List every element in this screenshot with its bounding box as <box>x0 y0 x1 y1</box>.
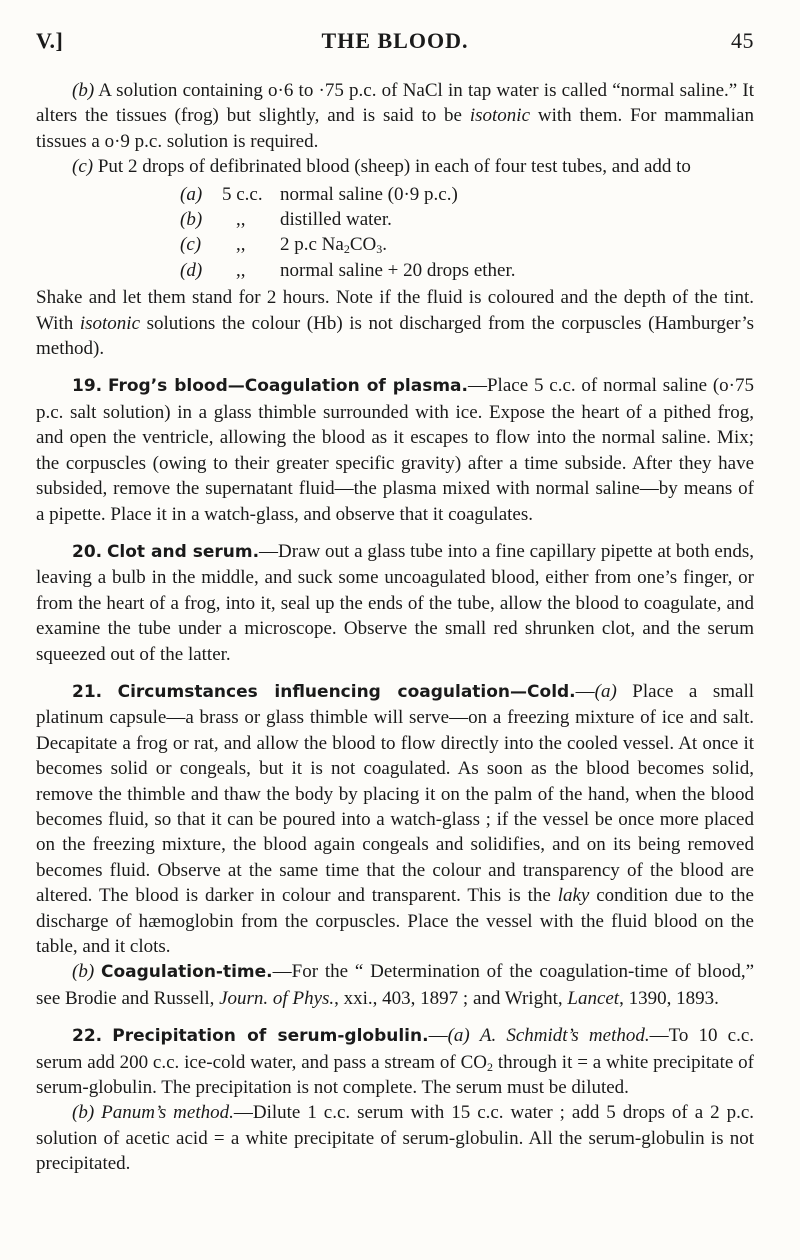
paragraph-normal-saline: (b) A solution containing o·6 to ·75 p.c. of NaCl in tap water is called “normal saline.” It alters the tissues (frog) but slightly, and is said to be isotonic with them. For mammalian tissues a o·9 p.c. solution is required. <box>36 80 754 152</box>
list-item: (b) ,, distilled water. <box>180 209 392 231</box>
chapter-label: V.] <box>36 28 64 53</box>
item-label: (b) <box>72 80 95 101</box>
running-header <box>36 28 754 62</box>
section-heading: Clot and serum. <box>106 541 260 562</box>
list-item: (a) 5 c.c. normal saline (0·9 p.c.) <box>180 183 458 205</box>
section-22: 22. Precipitation of serum-globulin.—(a) A. Schmidt’s method.—To 10 c.c. serum add 200 c.c. ice-cold water, and pass a stream of $CO_2$ through it = a white precipitate of serum-globulin. The precipitation is not complete. The serum must be diluted. <box>36 1025 755 1099</box>
paragraph-shake: Shake and let them stand for 2 hours. Note if the fluid is coloured and the depth of the tint. With isotonic solutions the colour (Hb) is not discharged from the corpuscles (Hamburger’s method). <box>36 287 754 360</box>
emphasis-laky: laky <box>557 885 590 907</box>
item-label: (c) <box>72 156 94 178</box>
page-body <box>36 78 754 1177</box>
section-20: 20. Clot and serum.—Draw out a glass tube into a fine capillary pipette at both ends, leaving a bulb in the middle, and suck some uncoagulated blood, either from one’s finger, or from the heart of a frog, into it, seal up the ends of the tube, allow the blood to coagulate, and examine the tube under a microscope. Observe the small red shrunken clot, and the serum squeezed out of the latter. <box>36 540 755 665</box>
paragraph-test-tubes: (c) Put 2 drops of defibrinated blood (sheep) in each of four test tubes, and add to <box>72 156 691 178</box>
running-title: THE BLOOD. <box>321 28 469 53</box>
emphasis-isotonic: isotonic <box>79 312 141 334</box>
section-19: 19. Frog’s blood—Coagulation of plasma.—Place 5 c.c. of normal saline (o·75 p.c. salt solution) in a glass thimble surrounded with ice. Expose the heart of a pithed frog, and open the ventricle, allowing the blood as it escapes to flow into the normal saline. Mix; the corpuscles (owing to their greater specific gravity) after a time subside. After they have subsided, remove the supernatant fluid—the plasma mixed with normal saline—by means of a pipette. Place it in a watch-glass, and observe that it coagulates. <box>36 375 754 525</box>
section-number: 21. <box>72 681 103 702</box>
test-tube-list <box>180 182 754 284</box>
section-heading: Coagulation-time. <box>100 962 273 983</box>
section-heading: Precipitation of serum-globulin. <box>112 1026 429 1047</box>
section-heading: Circumstances influencing coagulation—Cold. <box>117 681 576 702</box>
list-item: (c) ,, 2 p.c $Na_2CO_3$. <box>180 234 387 257</box>
section-21: 21. Circumstances influencing coagulation—Cold.—(a) Place a small platinum capsule—a brass or glass thimble will serve—on a freezing mixture of ice and salt. Decapitate a frog or rat, and allow the blood to flow directly into the cooled vessel. At once it becomes solid or congeals, but it is not coagulated. As soon as the blood becomes solid, remove the thimble and thaw the body by placing it on the palm of the hand, when the blood becomes fluid, so that it can be poured into a watch-glass ; if the vessel be once more placed on the freezing mixture, the blood again congeals and solidifies, and on its being removed becomes fluid. Observe at the same time that the colour and transparency of the blood are altered. The blood is darker in colour and transparent. This is the laky condition due to the discharge of hæmoglobin from the corpuscles. Place the vessel with the fluid blood on the table, and it clots. <box>36 680 755 957</box>
section-heading: Frog’s blood—Coagulation of plasma. <box>107 376 468 397</box>
section-number: 22. <box>72 1026 103 1047</box>
section-22-b: (b) Panum’s method.—Dilute 1 c.c. serum with 15 c.c. water ; add 5 drops of a 2 p.c. solution of acetic acid = a white precipitate of serum-globulin. All the serum-globulin is not precipitated. <box>36 1102 754 1175</box>
emphasis-isotonic: isotonic <box>469 105 531 127</box>
section-21-b: (b) Coagulation-time.—For the “ Determination of the coagulation-time of blood,” see Brodie and Russell, Journ. of Phys., xxi., 403, 1897 ; and Wright, Lancet, 1390, 1893. <box>36 961 755 1009</box>
section-number: 20. <box>72 541 103 562</box>
page-number: 45 <box>731 28 754 53</box>
list-item: (d) ,, normal saline + 20 drops ether. <box>180 259 516 281</box>
section-number: 19. <box>72 376 103 397</box>
